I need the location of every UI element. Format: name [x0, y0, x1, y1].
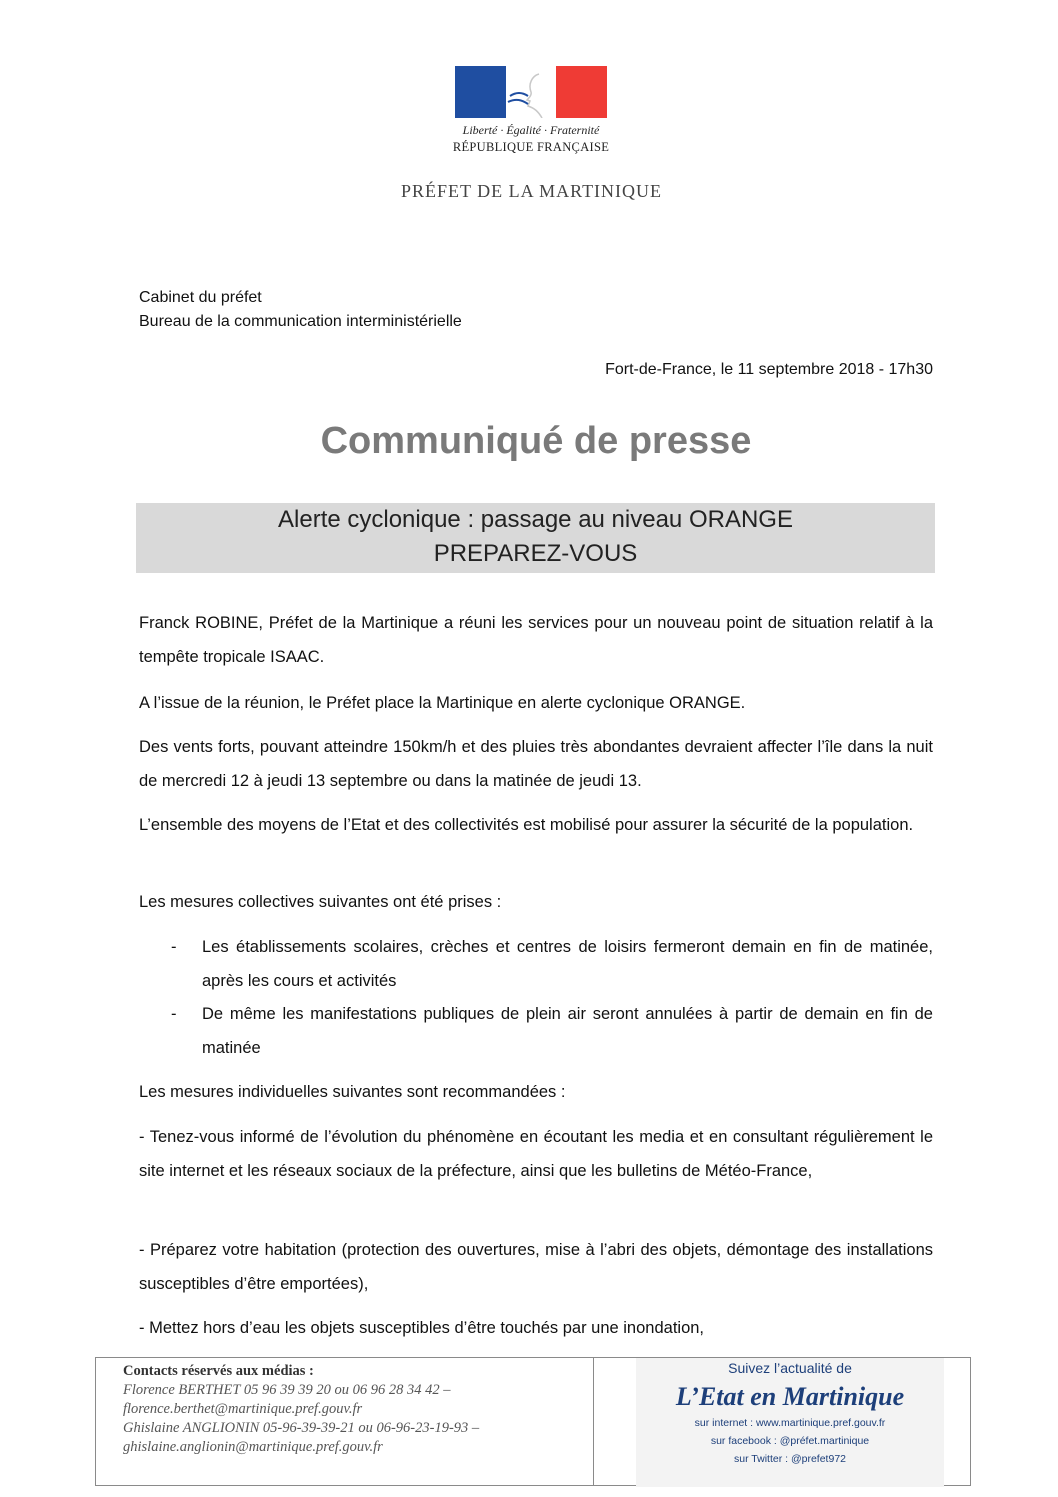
- bullet-item-1: [139, 930, 933, 1000]
- bullet-marker: -: [171, 938, 177, 956]
- contact-email-link[interactable]: florence.berthet@martinique.pref.gouv.fr: [123, 1401, 363, 1417]
- footer-box: [95, 1357, 971, 1486]
- facebook-link[interactable]: sur facebook : @préfet.martinique: [710, 1435, 870, 1447]
- paragraph-7: - Tenez-vous informé de l’évolution du phénomène en écoutant les media et en consultant régulièrement le site internet et les réseaux sociaux de la préfecture, ainsi que les bulletins de Météo-France,: [139, 1128, 933, 1180]
- paragraph-9: - Mettez hors d’eau les objets susceptibles d’être touchés par une inondation,: [139, 1319, 705, 1337]
- paragraph-6: Les mesures individuelles suivantes sont recommandées :: [139, 1083, 566, 1101]
- paragraph-2: A l’issue de la réunion, le Préfet place la Martinique en alerte cyclonique ORANGE.: [139, 694, 746, 712]
- brand-name: L’Etat en Martinique: [675, 1382, 905, 1411]
- footer-divider: [593, 1358, 594, 1485]
- republic-name: RÉPUBLIQUE FRANÇAISE: [452, 140, 610, 154]
- paragraph-3: Des vents forts, pouvant atteindre 150km/h et des pluies très abondantes devraient affecter l’île dans la nuit de mercredi 12 à jeudi 13 septembre ou dans la matinée de jeudi 13.: [139, 738, 933, 790]
- media-contacts: [123, 1362, 479, 1457]
- contact-line: Florence BERTHET 05 96 39 39 20 ou 06 96 28 34 42 –: [123, 1382, 451, 1398]
- paragraph-5: Les mesures collectives suivantes ont été prises :: [139, 893, 502, 911]
- sender-line-1: Cabinet du préfet: [139, 289, 262, 306]
- marianne-icon: [506, 66, 556, 118]
- bullet-marker: -: [171, 1005, 177, 1023]
- republic-motto: Liberté · Égalité · Fraternité: [462, 123, 600, 137]
- flag-red: [556, 66, 607, 118]
- date-line: Fort-de-France, le 11 septembre 2018 - 17h30: [605, 361, 933, 378]
- bullet-text: De même les manifestations publiques de plein air seront annulées à partir de demain en fin de matinée: [202, 1005, 933, 1057]
- bullet-item-2: [139, 997, 933, 1067]
- follow-label: Suivez l’actualité de: [728, 1360, 852, 1376]
- contact-line: Ghislaine ANGLIONIN 05-96-39-39-21 ou 06-96-23-19-93 –: [123, 1420, 480, 1436]
- headline-band: [136, 503, 935, 573]
- headline-line-2: PREPAREZ-VOUS: [433, 540, 638, 567]
- contacts-heading: Contacts réservés aux médias :: [123, 1363, 314, 1379]
- paragraph-8: - Préparez votre habitation (protection des ouvertures, mise à l’abri des objets, démontage des installations susceptibles d’être emportées),: [139, 1241, 933, 1293]
- flag-white: [506, 66, 557, 118]
- bullet-text: Les établissements scolaires, crèches et centres de loisirs fermeront demain en fin de matinée, après les cours et activités: [202, 938, 933, 990]
- page-title: Communiqué de presse: [320, 420, 752, 462]
- flag-blue: [455, 66, 506, 118]
- republic-logo: [455, 66, 607, 118]
- paragraph-4: L’ensemble des moyens de l’Etat et des collectivités est mobilisé pour assurer la sécurité de la population.: [139, 816, 914, 834]
- sender-line-2: Bureau de la communication interministérielle: [139, 313, 462, 330]
- headline-line-1: Alerte cyclonique : passage au niveau ORANGE: [278, 506, 793, 533]
- prefecture-name: PRÉFET DE LA MARTINIQUE: [400, 181, 663, 201]
- website-link[interactable]: sur internet : www.martinique.pref.gouv.fr: [694, 1417, 886, 1429]
- social-panel: [636, 1358, 944, 1487]
- contact-email-link[interactable]: ghislaine.anglionin@martinique.pref.gouv.fr: [123, 1439, 383, 1455]
- paragraph-1: Franck ROBINE, Préfet de la Martinique a réuni les services pour un nouveau point de situation relatif à la tempête tropicale ISAAC.: [139, 614, 933, 666]
- twitter-link[interactable]: sur Twitter : @prefet972: [733, 1453, 846, 1465]
